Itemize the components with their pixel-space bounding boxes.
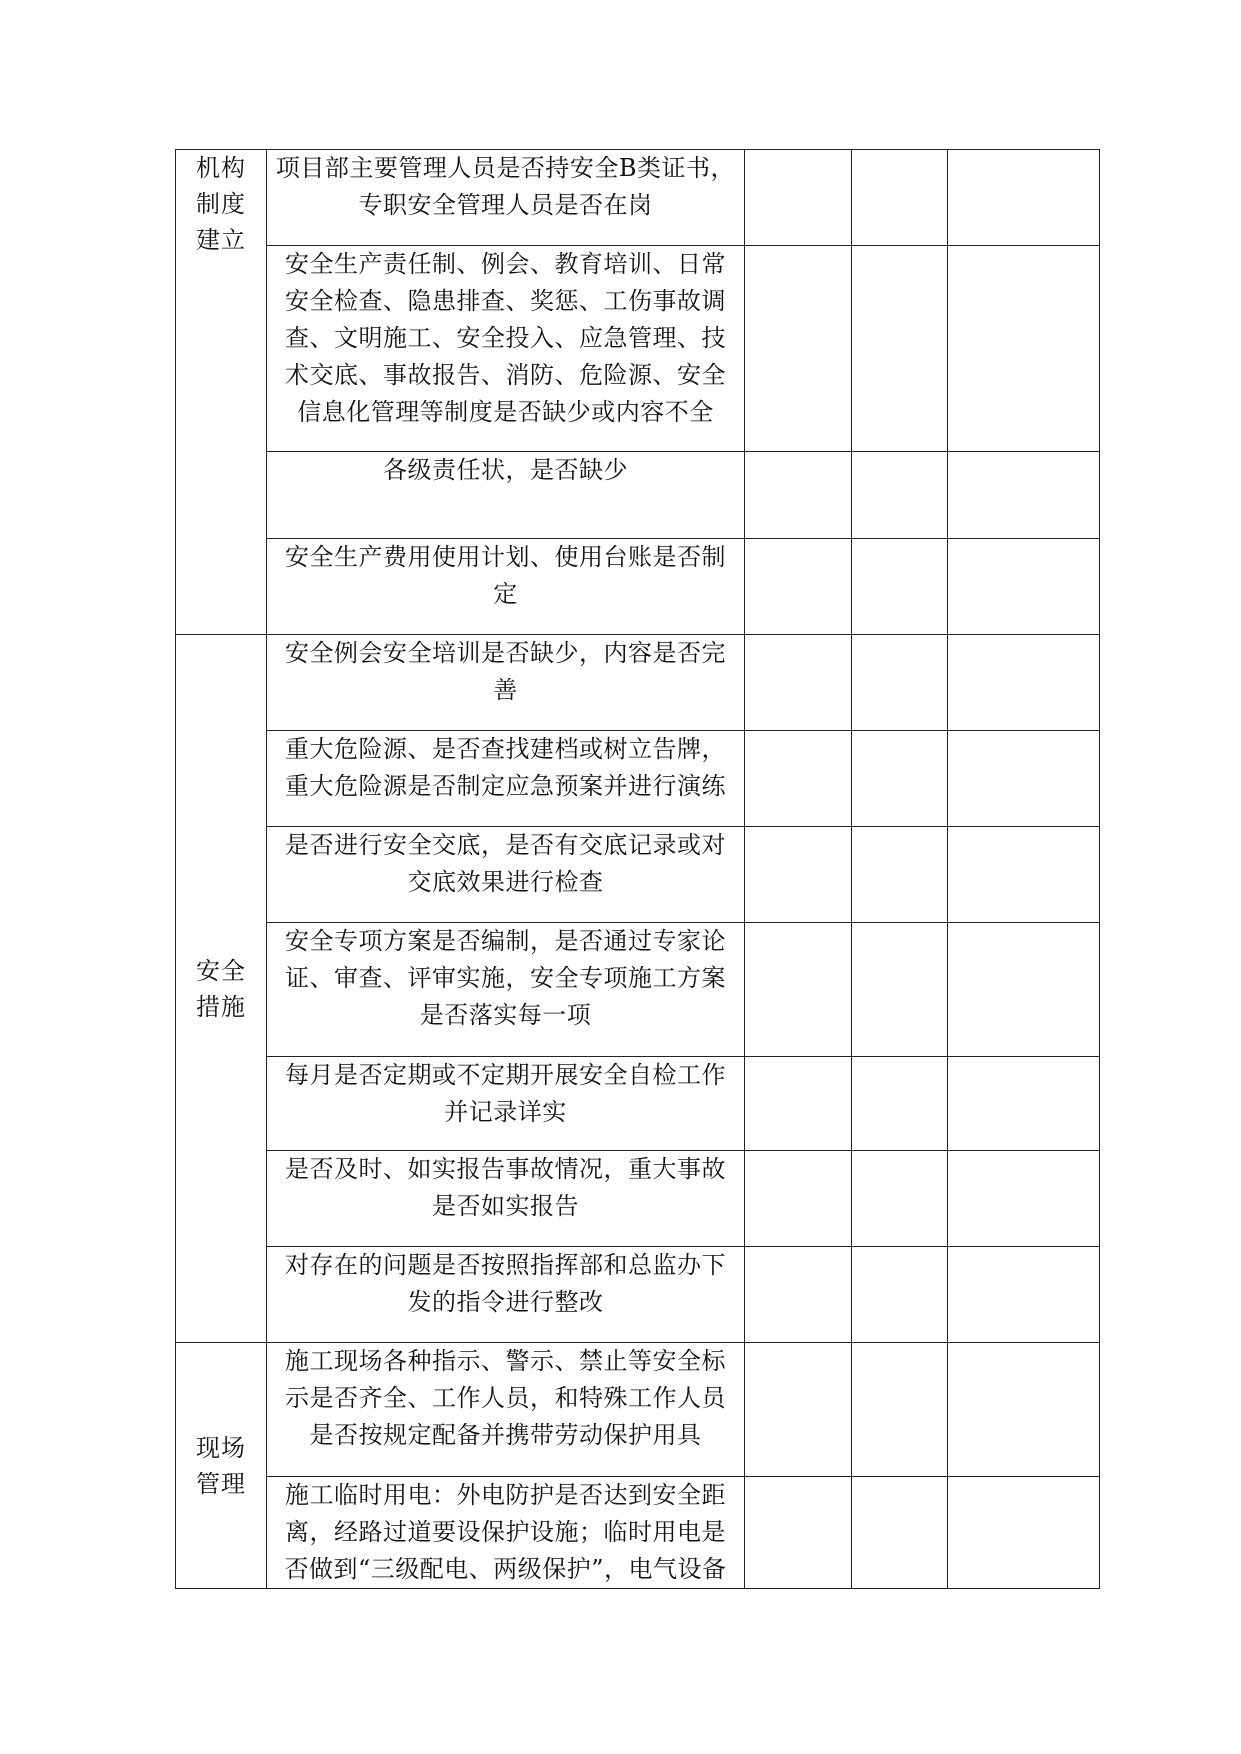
check-item-text: 安全生产费用使用计划、使用台账是否制	[285, 543, 726, 571]
blank-cell[interactable]	[948, 1151, 1100, 1247]
check-item-text: 对存在的问题是否按照指挥部和总监办下	[285, 1251, 726, 1279]
check-item-text: 安全例会安全培训是否缺少，内容是否完	[285, 639, 726, 667]
check-item-cell	[267, 731, 745, 827]
blank-cell[interactable]	[745, 246, 852, 452]
table-row	[176, 1151, 1100, 1247]
blank-cell[interactable]	[852, 731, 948, 827]
category-label: 建立	[196, 226, 246, 254]
blank-cell[interactable]	[948, 827, 1100, 923]
check-item-text: 安全生产责任制、例会、教育培训、日常	[285, 250, 726, 278]
blank-cell[interactable]	[852, 827, 948, 923]
table-row	[176, 1247, 1100, 1343]
blank-cell[interactable]	[852, 150, 948, 246]
check-item-cell	[267, 635, 745, 731]
table-row	[176, 150, 1100, 246]
blank-cell[interactable]	[852, 1477, 948, 1589]
check-item-text: 信息化管理等制度是否缺少或内容不全	[297, 398, 714, 426]
category-label: 制度	[196, 190, 246, 218]
blank-cell[interactable]	[948, 1247, 1100, 1343]
check-item-text: 安全检查、隐患排查、奖惩、工伤事故调	[285, 287, 726, 315]
check-item-text: 证、审查、评审实施，安全专项施工方案	[285, 964, 726, 992]
category-label: 措施	[196, 992, 246, 1021]
check-item-text: 术交底、事故报告、消防、危险源、安全	[285, 361, 726, 389]
check-item-cell	[267, 1477, 745, 1589]
check-item-text: 是否及时、如实报告事故情况，重大事故	[285, 1155, 726, 1183]
category-label: 管理	[196, 1469, 246, 1498]
blank-cell[interactable]	[745, 150, 852, 246]
check-item-text: 查、文明施工、安全投入、应急管理、技	[285, 324, 726, 352]
blank-cell[interactable]	[852, 635, 948, 731]
check-item-text: 善	[493, 676, 518, 704]
table-row	[176, 923, 1100, 1057]
category-cell	[176, 1343, 267, 1589]
check-item-cell	[267, 923, 745, 1057]
blank-cell[interactable]	[852, 1247, 948, 1343]
category-label: 机构	[196, 154, 246, 182]
check-item-text: 否做到“三级配电、两级保护”，电气设备	[284, 1555, 727, 1583]
check-item-text: 是否落实每一项	[419, 1001, 592, 1029]
table-row	[176, 1343, 1100, 1477]
blank-cell[interactable]	[948, 1343, 1100, 1477]
blank-cell[interactable]	[745, 827, 852, 923]
check-item-text: 施工现场各种指示、警示、禁止等安全标	[285, 1347, 726, 1375]
check-item-text: 发的指令进行整改	[407, 1288, 604, 1316]
check-item-text: 项目部主要管理人员是否持安全B类证书，	[275, 154, 736, 182]
blank-cell[interactable]	[745, 1057, 852, 1151]
check-item-cell	[267, 246, 745, 452]
category-label: 安全	[196, 956, 246, 985]
check-item-text: 是否进行安全交底，是否有交底记录或对	[285, 831, 726, 859]
table-row	[176, 827, 1100, 923]
table-row	[176, 1477, 1100, 1589]
check-item-text: 示是否齐全、工作人员，和特殊工作人员	[285, 1384, 726, 1412]
blank-cell[interactable]	[745, 923, 852, 1057]
category-cell	[176, 635, 267, 1343]
check-item-text: 并记录详实	[444, 1098, 567, 1126]
check-item-cell	[267, 1151, 745, 1247]
blank-cell[interactable]	[745, 1247, 852, 1343]
blank-cell[interactable]	[948, 539, 1100, 635]
check-item-text: 是否按规定配备并携带劳动保护用具	[309, 1421, 702, 1449]
check-item-text: 专职安全管理人员是否在岗	[358, 191, 653, 219]
check-item-cell	[267, 1343, 745, 1477]
check-item-cell	[267, 539, 745, 635]
check-item-cell	[267, 452, 745, 539]
blank-cell[interactable]	[948, 635, 1100, 731]
check-item-text: 各级责任状，是否缺少	[383, 456, 628, 484]
table-row	[176, 635, 1100, 731]
check-item-text: 施工临时用电：外电防护是否达到安全距	[285, 1481, 726, 1509]
category-label: 现场	[196, 1433, 246, 1462]
table-row	[176, 539, 1100, 635]
table-row	[176, 246, 1100, 452]
table-row	[176, 452, 1100, 539]
check-item-cell	[267, 1247, 745, 1343]
check-item-text: 安全专项方案是否编制，是否通过专家论	[285, 927, 726, 955]
blank-cell[interactable]	[852, 923, 948, 1057]
blank-cell[interactable]	[948, 452, 1100, 539]
check-item-text: 交底效果进行检查	[407, 868, 604, 896]
blank-cell[interactable]	[852, 1057, 948, 1151]
blank-cell[interactable]	[852, 1343, 948, 1477]
blank-cell[interactable]	[948, 923, 1100, 1057]
blank-cell[interactable]	[852, 246, 948, 452]
check-item-cell	[267, 150, 745, 246]
blank-cell[interactable]	[852, 539, 948, 635]
check-item-cell	[267, 1057, 745, 1151]
blank-cell[interactable]	[745, 635, 852, 731]
check-item-text: 定	[493, 580, 518, 608]
blank-cell[interactable]	[852, 452, 948, 539]
table-row	[176, 1057, 1100, 1151]
inspection-table	[175, 149, 1100, 1589]
blank-cell[interactable]	[745, 1343, 852, 1477]
blank-cell[interactable]	[745, 1477, 852, 1589]
blank-cell[interactable]	[852, 1151, 948, 1247]
check-item-text: 重大危险源、是否查找建档或树立告牌，	[285, 735, 726, 763]
blank-cell[interactable]	[948, 150, 1100, 246]
blank-cell[interactable]	[745, 452, 852, 539]
blank-cell[interactable]	[745, 1151, 852, 1247]
category-cell	[176, 150, 267, 635]
blank-cell[interactable]	[948, 731, 1100, 827]
check-item-text: 是否如实报告	[432, 1192, 579, 1220]
blank-cell[interactable]	[948, 1057, 1100, 1151]
blank-cell[interactable]	[745, 539, 852, 635]
check-item-cell	[267, 827, 745, 923]
check-item-text: 离，经路过道要设保护设施；临时用电是	[285, 1518, 726, 1546]
blank-cell[interactable]	[745, 731, 852, 827]
table-row	[176, 731, 1100, 827]
blank-cell[interactable]	[948, 246, 1100, 452]
blank-cell[interactable]	[948, 1477, 1100, 1589]
check-item-text: 重大危险源是否制定应急预案并进行演练	[285, 772, 726, 800]
check-item-text: 每月是否定期或不定期开展安全自检工作	[285, 1061, 726, 1089]
